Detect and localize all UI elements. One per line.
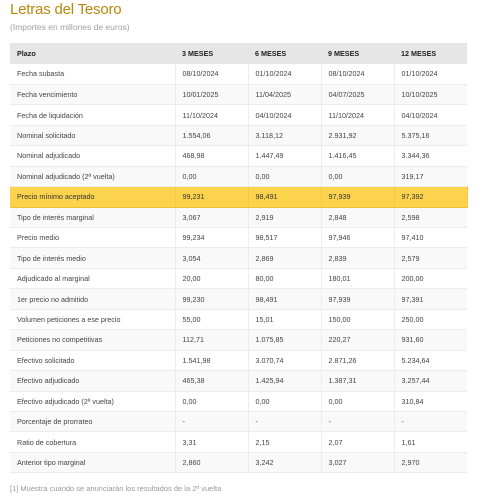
cell-value: 97,391 (401, 294, 424, 304)
table-row (10, 125, 467, 145)
cell-value: 04/10/2024 (248, 105, 321, 125)
table-header-row (10, 43, 467, 64)
cell-value: 15,01 (248, 309, 321, 329)
cell-value: 465,38 (175, 371, 248, 391)
header-12-meses: 12 MESES (401, 49, 437, 58)
cell-value: 2,919 (248, 207, 321, 227)
cell-value: 3.070,74 (248, 350, 321, 370)
table-row (10, 452, 467, 472)
table-row (10, 187, 467, 207)
cell-value: 01/10/2024 (248, 64, 321, 84)
cell-value: 2,598 (401, 212, 420, 222)
row-label: Fecha vencimiento (10, 84, 175, 104)
cell-value: 0,00 (248, 166, 321, 186)
cell-value: 11/10/2024 (175, 105, 248, 125)
cell-value: 99,230 (175, 289, 248, 309)
table-row (10, 432, 467, 452)
page-subtitle: (Importes en millones de euros) (10, 22, 130, 32)
cell-value: 1.387,31 (321, 371, 394, 391)
cell-value: 98,491 (248, 187, 321, 207)
cell-value: 98,491 (248, 289, 321, 309)
cell-value: 55,00 (175, 309, 248, 329)
cell-value: - (248, 411, 321, 431)
row-label: 1er precio no admitido (10, 289, 175, 309)
row-label: Adjudicado al marginal (10, 268, 175, 288)
cell-value: 0,00 (321, 166, 394, 186)
cell-value: 2.931,92 (321, 125, 394, 145)
cell-value: 319,17 (401, 171, 424, 181)
page-title: Letras del Tesoro (10, 1, 122, 18)
cell-value: 11/10/2024 (321, 105, 394, 125)
cell-value: 468,98 (175, 146, 248, 166)
table-row (10, 146, 467, 166)
cell-value: 01/10/2024 (401, 69, 438, 79)
cell-value: 80,00 (248, 268, 321, 288)
table-row (10, 207, 467, 227)
row-label: Tipo de interés marginal (10, 207, 175, 227)
table-row (10, 371, 467, 391)
cell-value: 5.375,16 (401, 131, 430, 141)
cell-value: 98,517 (248, 228, 321, 248)
cell-value: 3.344,36 (401, 151, 430, 161)
cell-value: - (175, 411, 248, 431)
row-label: Nominal solicitado (10, 125, 175, 145)
cell-value: 1.425,94 (248, 371, 321, 391)
cell-value: 97,939 (321, 289, 394, 309)
cell-value: 97,392 (394, 187, 467, 207)
cell-value: 99,231 (175, 187, 248, 207)
cell-value: 3,027 (321, 452, 394, 472)
footnote: [1] Muestra cuando se anunciarán los resultados de la 2ª vuelta (10, 484, 222, 493)
cell-value: 2,970 (401, 458, 420, 468)
cell-value: 2,839 (321, 248, 394, 268)
cell-value: 180,01 (321, 268, 394, 288)
cell-value: 2,07 (321, 432, 394, 452)
cell-value: 931,60 (401, 335, 424, 345)
cell-value: 2,848 (321, 207, 394, 227)
table-row (10, 411, 467, 431)
cell-value: 150,00 (321, 309, 394, 329)
cell-value: 3.257,44 (401, 376, 430, 386)
cell-value: 3,054 (175, 248, 248, 268)
cell-value: 2.871,26 (321, 350, 394, 370)
cell-value: 200,00 (401, 274, 424, 284)
cell-value: 10/01/2025 (175, 84, 248, 104)
row-label: Tipo de interés medio (10, 248, 175, 268)
cell-value: 2,860 (175, 452, 248, 472)
cell-value: 3.118,12 (248, 125, 321, 145)
cell-value: 3,067 (175, 207, 248, 227)
cell-value: 310,84 (401, 396, 424, 406)
cell-value: 10/10/2025 (401, 90, 438, 100)
cell-value: 97,939 (321, 187, 394, 207)
table-body (10, 64, 467, 473)
cell-value: 250,00 (401, 314, 424, 324)
row-label: Efectivo solicitado (10, 350, 175, 370)
table-row (10, 391, 467, 411)
cell-value: 0,00 (175, 391, 248, 411)
cell-value: 220,27 (321, 330, 394, 350)
table-row (10, 350, 467, 370)
cell-value: 08/10/2024 (175, 64, 248, 84)
table-row (10, 268, 467, 288)
cell-value: 04/07/2025 (321, 84, 394, 104)
table-row (10, 309, 467, 329)
cell-value: 1.416,45 (321, 146, 394, 166)
cell-value: - (321, 411, 394, 431)
row-label: Efectivo adjudicado (2ª vuelta) (10, 391, 175, 411)
cell-value: 0,00 (321, 391, 394, 411)
table-row (10, 248, 467, 268)
table-row (10, 289, 467, 309)
cell-value: 1.075,85 (248, 330, 321, 350)
header-3-meses: 3 MESES (182, 49, 214, 58)
row-label: Precio medio (10, 228, 175, 248)
cell-value: - (401, 417, 404, 427)
cell-value: 1.447,49 (248, 146, 321, 166)
cell-value: 97,410 (401, 233, 424, 243)
table-row (10, 84, 467, 104)
row-label: Precio mínimo aceptado (10, 187, 175, 207)
row-label: Nominal adjudicado (10, 146, 175, 166)
row-label: Efectivo adjudicado (10, 371, 175, 391)
row-label: Peticiones no competitivas (10, 330, 175, 350)
cell-value: 2,15 (248, 432, 321, 452)
cell-value: 08/10/2024 (321, 64, 394, 84)
cell-value: 3,242 (248, 452, 321, 472)
table-row (10, 228, 467, 248)
cell-value: 20,00 (175, 268, 248, 288)
cell-value: 0,00 (175, 166, 248, 186)
header-plazo: Plazo (17, 49, 36, 58)
row-label: Ratio de cobertura (10, 432, 175, 452)
cell-value: 11/04/2025 (248, 84, 321, 104)
row-label: Fecha de liquidación (10, 105, 175, 125)
cell-value: 5.234,64 (401, 355, 430, 365)
cell-value: 1,61 (401, 437, 416, 447)
cell-value: 112,71 (175, 330, 248, 350)
row-label: Volumen peticiones a ese precio (10, 309, 175, 329)
cell-value: 1.541,98 (175, 350, 248, 370)
table-row (10, 64, 467, 84)
row-label: Anterior tipo marginal (10, 452, 175, 472)
cell-value: 3,31 (175, 432, 248, 452)
table-row (10, 105, 467, 125)
cell-value: 1.554,06 (175, 125, 248, 145)
header-6-meses: 6 MESES (255, 49, 287, 58)
row-label: Fecha subasta (10, 64, 175, 84)
cell-value: 04/10/2024 (401, 110, 438, 120)
row-label: Porcentaje de prorrateo (10, 411, 175, 431)
cell-value: 2,869 (248, 248, 321, 268)
cell-value: 99,234 (175, 228, 248, 248)
table-row (10, 166, 467, 186)
row-label: Nominal adjudicado (2ª vuelta) (10, 166, 175, 186)
letras-table (10, 43, 468, 473)
cell-value: 2,579 (401, 253, 420, 263)
header-9-meses: 9 MESES (328, 49, 360, 58)
table-row (10, 330, 467, 350)
cell-value: 97,946 (321, 228, 394, 248)
cell-value: 0,00 (248, 391, 321, 411)
